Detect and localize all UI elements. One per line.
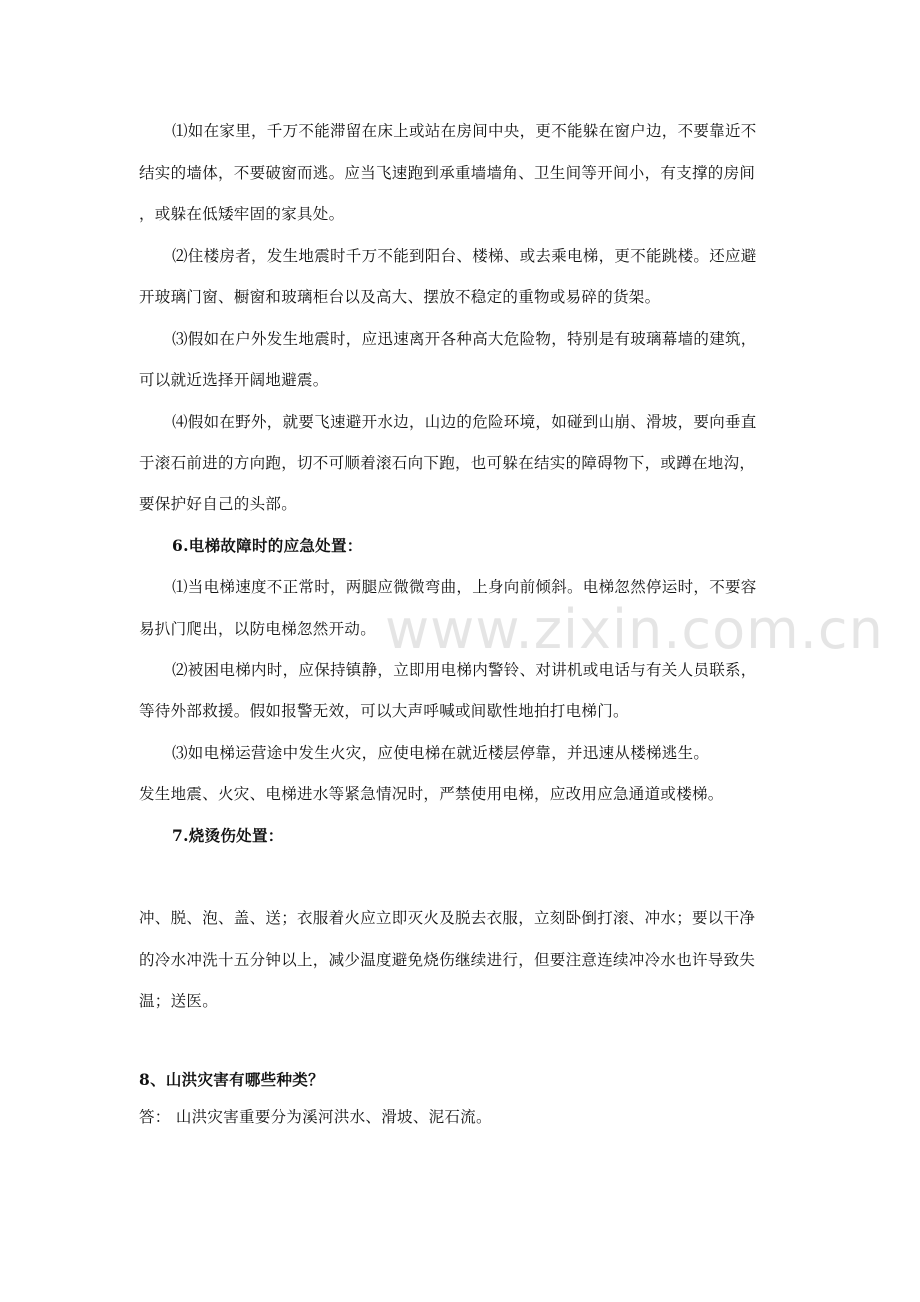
text-line: ⑶如电梯运营途中发生火灾，应使电梯在就近楼层停靠，并迅速从楼梯逃生。 xyxy=(172,744,710,762)
section-heading: 8、山洪灾害有哪些种类？ xyxy=(139,1070,324,1089)
section-heading: 7.烧烫伤处置： xyxy=(172,826,284,845)
text-line: ⑵被困电梯内时，应保持镇静，立即用电梯内警铃、对讲机或电话与有关人员联系， xyxy=(172,661,757,679)
text-line: ⑶假如在户外发生地震时，应迅速离开各种高大危险物，特别是有玻璃幕墙的建筑， xyxy=(172,330,757,348)
text-line: 答： 山洪灾害重要分为溪河洪水、滑坡、泥石流。 xyxy=(139,1108,492,1126)
text-line: 温；送医。 xyxy=(139,992,219,1010)
text-line: 可以就近选择开阔地避震。 xyxy=(139,371,329,389)
text-line: ⑴当电梯速度不正常时，两腿应微微弯曲，上身向前倾斜。电梯忽然停运时，不要容 xyxy=(172,578,757,596)
text-line: ⑴如在家里，千万不能滞留在床上或站在房间中央，更不能躲在窗户边，不要靠近不 xyxy=(172,122,757,140)
text-line: ⑷假如在野外，就要飞速避开水边，山边的危险环境，如碰到山崩、滑坡，要向垂直 xyxy=(172,413,757,431)
text-line: 结实的墙体，不要破窗而逃。应当飞速跑到承重墙墙角、卫生间等开间小，有支撑的房间 xyxy=(139,164,756,182)
text-line: 于滚石前进的方向跑，切不可顺着滚石向下跑，也可躲在结实的障碍物下，或蹲在地沟， xyxy=(139,454,756,472)
text-line: 的冷水冲洗十五分钟以上，减少温度避免烧伤继续进行，但要注意连续冲冷水也许导致失 xyxy=(139,951,756,969)
text-line: 易扒门爬出，以防电梯忽然开动。 xyxy=(139,620,377,638)
text-line: 冲、脱、泡、盖、送；衣服着火应立即灭火及脱去衣服，立刻卧倒打滚、冲水；要以干净 xyxy=(139,909,756,927)
text-line: ⑵住楼房者，发生地震时千万不能到阳台、楼梯、或去乘电梯，更不能跳楼。还应避 xyxy=(172,247,757,265)
text-line: 要保护好自己的头部。 xyxy=(139,495,298,513)
text-line: ，或躲在低矮牢固的家具处。 xyxy=(139,205,345,223)
text-line: 发生地震、火灾、电梯进水等紧急情况时，严禁使用电梯，应改用应急通道或楼梯。 xyxy=(139,785,724,803)
text-line: 等待外部救援。假如报警无效，可以大声呼喊或间歇性地拍打电梯门。 xyxy=(139,702,629,720)
section-heading: 6.电梯故障时的应急处置： xyxy=(172,536,363,555)
watermark: www.zixin.com.cn xyxy=(385,598,884,661)
text-line: 开玻璃门窗、橱窗和玻璃柜台以及高大、摆放不稳定的重物或易碎的货架。 xyxy=(139,288,661,306)
